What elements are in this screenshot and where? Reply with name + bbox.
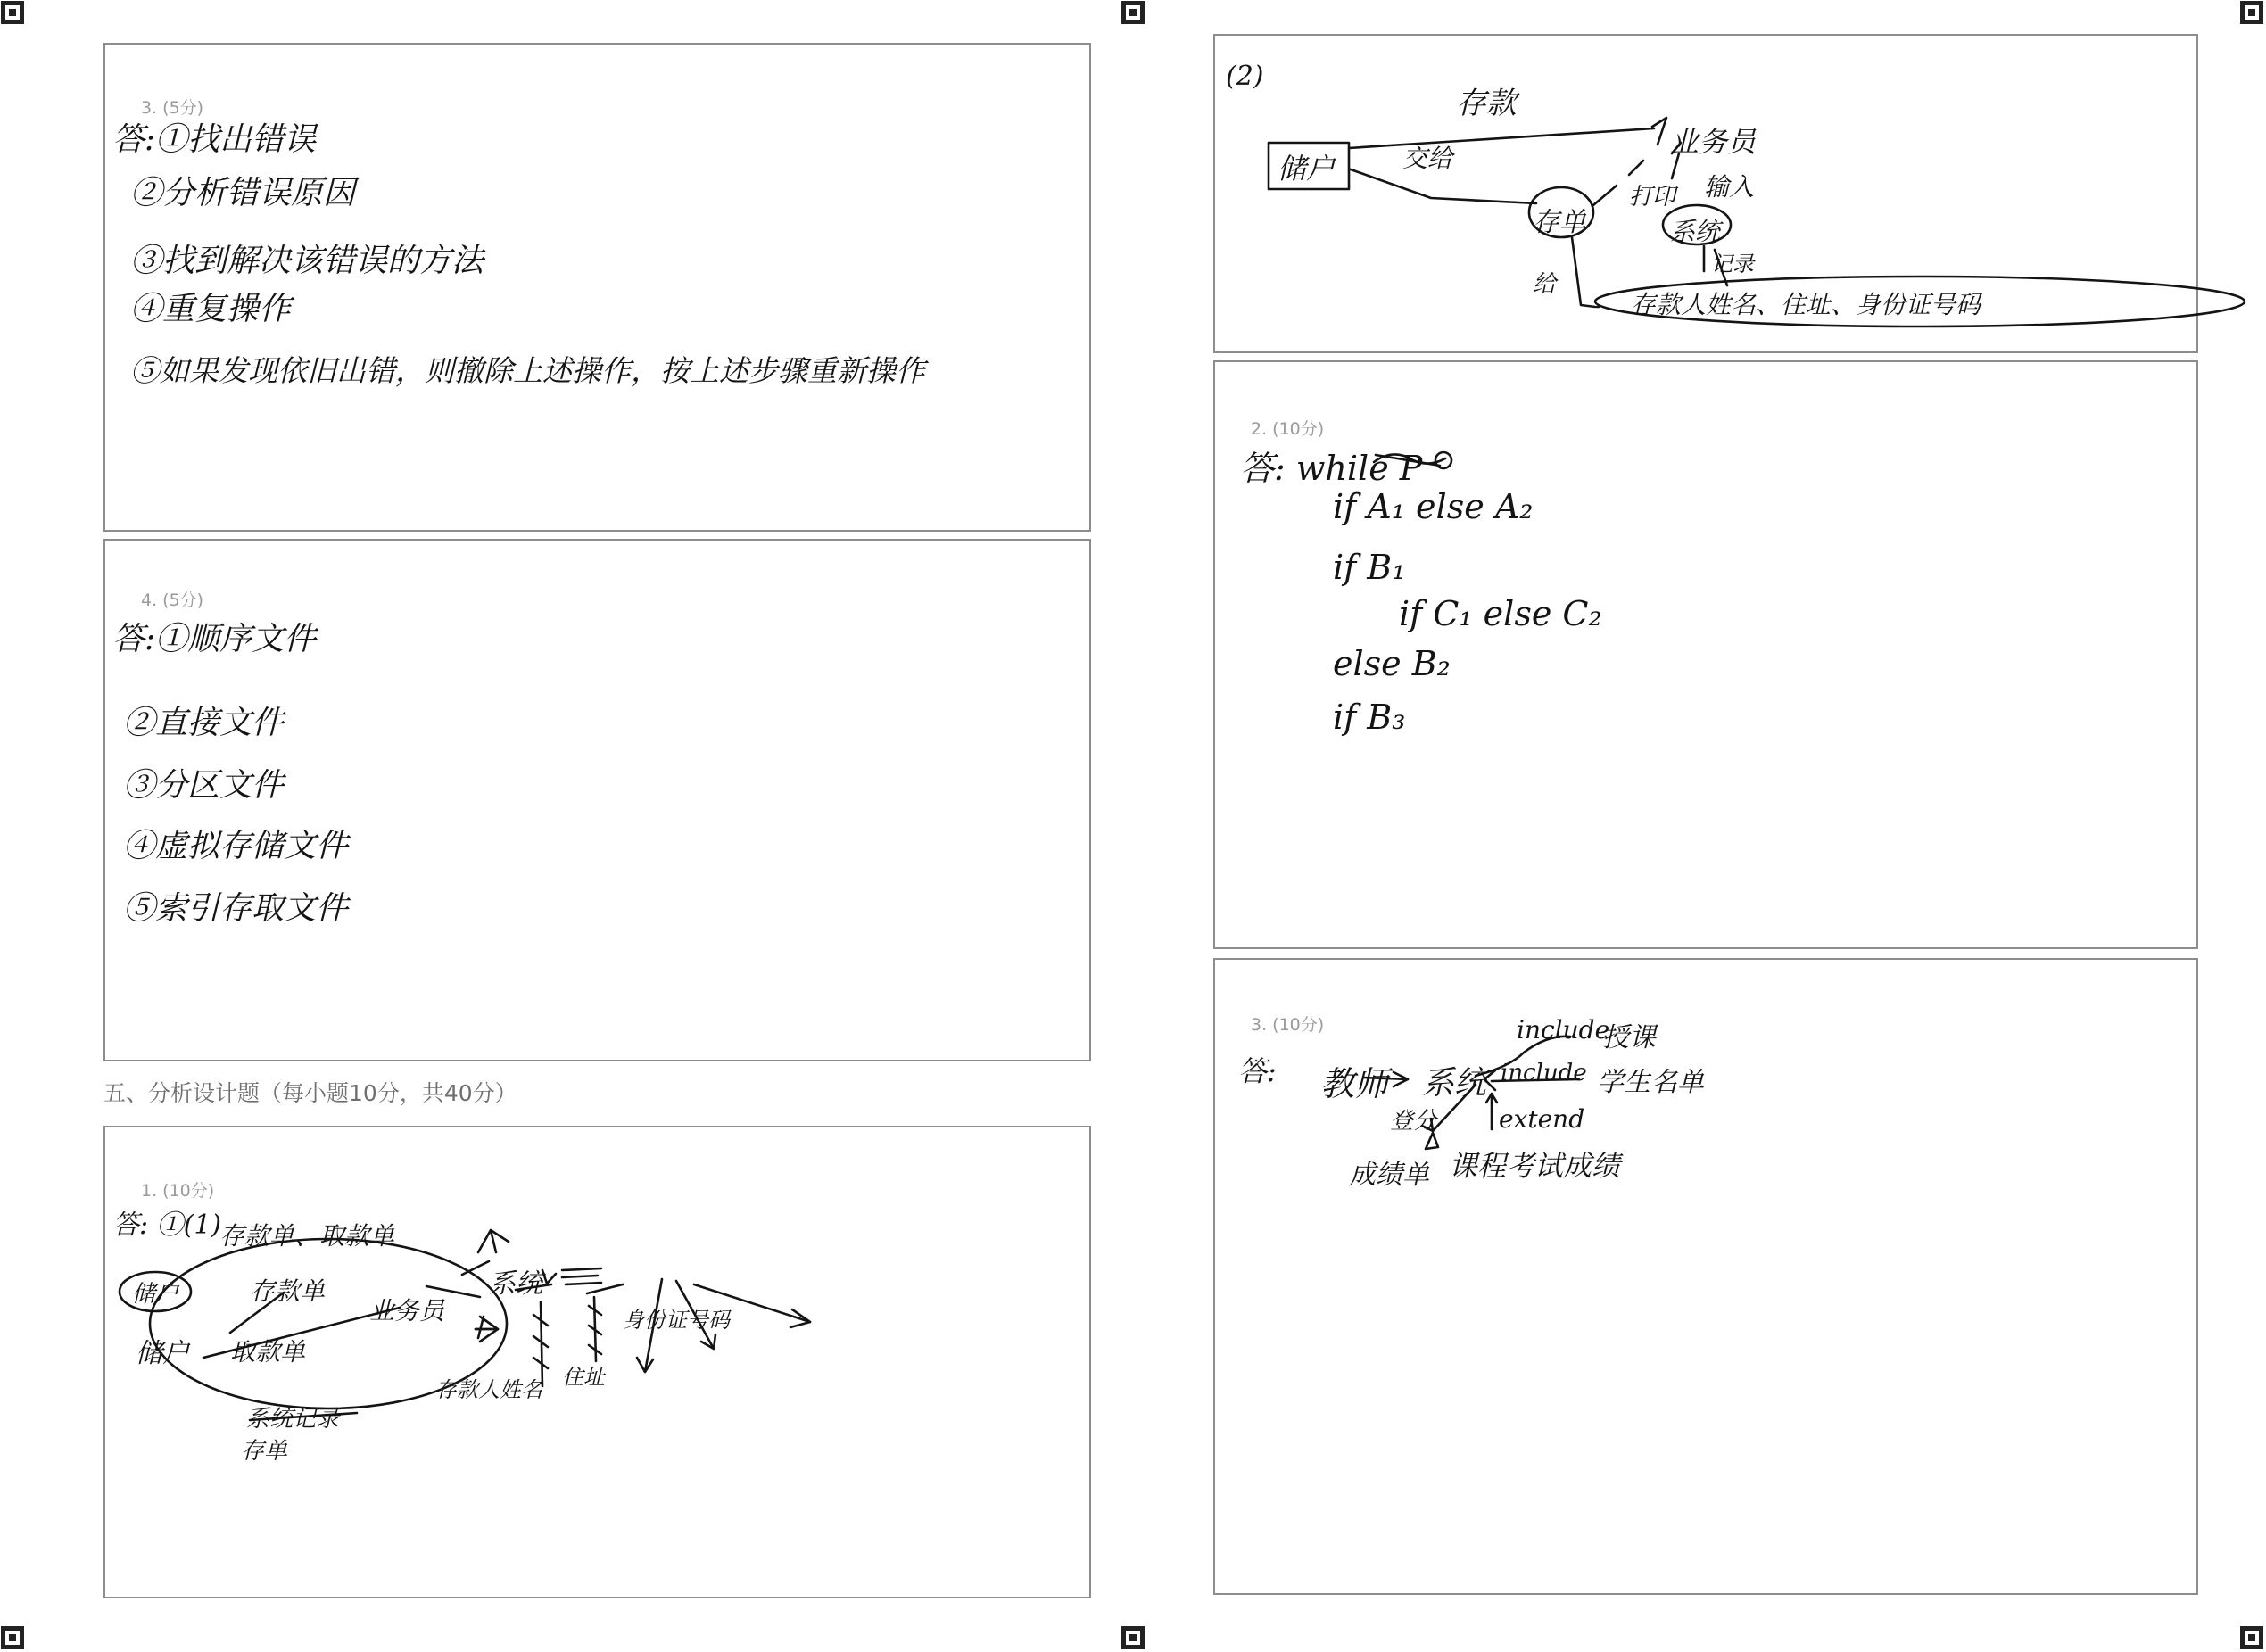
- node-address: 住址: [562, 1365, 605, 1390]
- use-case-teach: 授课: [1602, 1022, 1656, 1053]
- answer-line-3: ③分区文件: [123, 767, 285, 804]
- code-line-6: if B₃: [1333, 698, 1406, 737]
- registration-marker-top-left: [0, 0, 25, 25]
- node-system: 系统: [1422, 1065, 1487, 1102]
- label-include-top: include: [1517, 1015, 1610, 1045]
- answer-line-2: ②直接文件: [123, 705, 285, 741]
- node-circled-depositor: 储户: [132, 1281, 179, 1308]
- node-system: 系统: [489, 1268, 542, 1300]
- registration-marker-bottom-center: [1121, 1625, 1145, 1650]
- question-label: 2. (10分): [1251, 419, 1325, 439]
- use-case-register-score: 登分: [1390, 1108, 1437, 1135]
- node-print: 打印: [1629, 184, 1676, 211]
- node-send: 给: [1533, 271, 1557, 298]
- answer-box-q3-right: [1213, 958, 2198, 1595]
- node-clerk: 业务员: [369, 1296, 445, 1326]
- node-id-number: 身份证号码: [623, 1308, 730, 1333]
- node-record: 系统记录: [246, 1406, 340, 1433]
- node-hand-over: 交给: [1402, 144, 1453, 173]
- answer-line-1: 答:①顺序文件: [112, 621, 317, 657]
- answer-line-5: ⑤如果发现依旧出错，则撤除上述操作，按上述步骤重新操作: [130, 353, 925, 388]
- answer-box-q2-right: [1213, 360, 2198, 949]
- node-clerk: 业务员: [1670, 125, 1757, 159]
- answer-box-q3-left: [103, 43, 1091, 532]
- question-label: 4. (5分): [141, 591, 204, 610]
- node-deposit-slip: 存款单: [250, 1276, 326, 1306]
- question-label: 1. (10分): [141, 1181, 215, 1201]
- question-label: 3. (5分): [141, 98, 204, 118]
- answer-box-q1-left: [103, 1126, 1091, 1598]
- use-case-grade-sheet: 成绩单: [1349, 1160, 1429, 1191]
- registration-marker-bottom-left: [0, 1625, 25, 1650]
- node-top-note: 存款单、取款单: [219, 1221, 395, 1251]
- label-include-bottom: include: [1501, 1060, 1587, 1086]
- answer-line-4: ④虚拟存储文件: [123, 828, 349, 864]
- use-case-exam-grade: 课程考试成绩: [1449, 1149, 1621, 1183]
- node-withdraw-slip: 取款单: [230, 1337, 306, 1367]
- use-case-roster: 学生名单: [1597, 1067, 1704, 1098]
- answer-line-5: ⑤索引存取文件: [123, 890, 349, 927]
- answer-line-1: 答:①找出错误: [112, 121, 317, 158]
- code-line-4: if C₁ else C₂: [1399, 594, 1602, 633]
- label-extend: extend: [1499, 1104, 1585, 1134]
- actor-teacher: 教师: [1320, 1064, 1389, 1103]
- node-name: 存款人姓名: [435, 1377, 542, 1402]
- node-deposit: 存款: [1456, 86, 1517, 121]
- answer-line-2: ②分析错误原因: [130, 175, 356, 211]
- node-depositor: 储户: [136, 1338, 189, 1369]
- node-system: 系统: [1670, 217, 1721, 246]
- node-cunshan: 存单: [241, 1438, 288, 1465]
- code-line-5: else B₂: [1333, 644, 1451, 683]
- answer-header: 答: ①(1): [112, 1210, 222, 1241]
- answer-label: 答:: [1238, 1054, 1277, 1088]
- answer-line-4: ④重复操作: [130, 291, 292, 327]
- code-line-2: if A₁ else A₂: [1333, 487, 1534, 526]
- node-record: 记录: [1711, 252, 1754, 277]
- node-depositor: 储户: [1278, 152, 1336, 186]
- question-label: 3. (10分): [1251, 1015, 1325, 1035]
- section-title: 五、分析设计题（每小题10分，共40分）: [103, 1080, 517, 1106]
- registration-marker-bottom-right: [2239, 1625, 2264, 1650]
- answer-box-q1-part2-right: [1213, 34, 2198, 353]
- code-line-1: 答: while P: [1240, 449, 1423, 488]
- node-slip: 存单: [1533, 207, 1586, 238]
- node-detail: 存款人姓名、住址、身份证号码: [1631, 290, 1981, 319]
- node-input: 输入: [1704, 172, 1755, 202]
- answer-line-3: ③找到解决该错误的方法: [130, 243, 484, 279]
- question-label: (2): [1226, 61, 1264, 92]
- registration-marker-top-right: [2239, 0, 2264, 25]
- code-line-3: if B₁: [1333, 548, 1406, 587]
- registration-marker-top-center: [1121, 0, 1145, 25]
- answer-box-q4-left: [103, 539, 1091, 1061]
